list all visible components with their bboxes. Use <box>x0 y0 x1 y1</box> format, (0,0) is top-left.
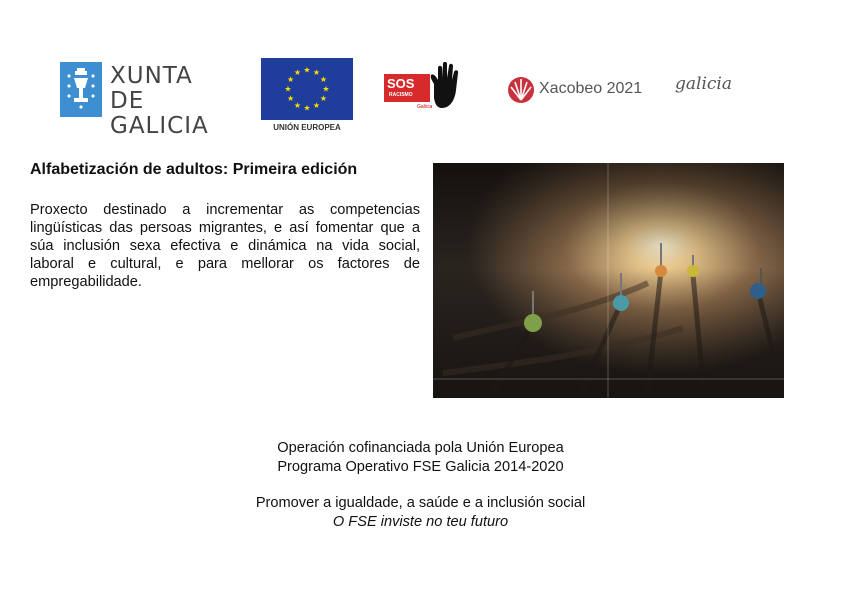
eu-star-icon: ★ <box>319 94 328 103</box>
xunta-wordmark <box>110 64 245 139</box>
eu-star-icon: ★ <box>319 75 328 84</box>
eu-star-icon: ★ <box>303 65 311 75</box>
eu-star-icon: ★ <box>312 68 321 78</box>
eu-star-icon: ★ <box>293 100 302 110</box>
xunta-de-galicia-logo <box>60 62 245 139</box>
eu-star-icon: ★ <box>284 84 292 94</box>
eu-star-icon: ★ <box>312 100 321 110</box>
eu-star-icon: ★ <box>286 75 295 84</box>
eu-star-icon: ★ <box>303 103 311 113</box>
sos-racismo-text: RACISMO <box>389 92 413 98</box>
hand-icon <box>428 62 460 110</box>
xacobeo-shell-icon <box>506 75 536 105</box>
description-paragraph: Proxecto destinado a incrementar as competencias lingüísticas das persoas migrantes, e así fomentar que a súa inclusión sexa efectiva e dinámica na vida social, laboral e cultural, e para mellorar os factores de empregabilidade. <box>30 202 420 290</box>
eu-star-icon: ★ <box>293 68 302 78</box>
eu-flag-icon <box>261 58 353 120</box>
footer-line-2: Programa Operativo FSE Galicia 2014-2020 <box>277 459 564 475</box>
eu-star-icon: ★ <box>322 84 330 94</box>
sos-box <box>384 74 430 102</box>
page-title: Alfabetización de adultos: Primeira edición <box>30 161 358 178</box>
eu-logo <box>261 58 353 138</box>
xunta-shield-icon <box>60 62 102 117</box>
footer-line-4: O FSE inviste no teu futuro <box>332 514 509 530</box>
footer <box>0 439 841 532</box>
eu-star-icon: ★ <box>286 94 295 103</box>
sos-text: SOS <box>387 76 415 91</box>
sos-galicia-text: Galicia <box>417 104 433 110</box>
map-pins-photo <box>433 163 784 398</box>
xunta-line-1: XUNTA <box>110 63 193 89</box>
xacobeo-text: Xacobeo 2021 <box>539 80 643 97</box>
footer-line-3: Promover a igualdade, a saúde e a inclusión social <box>255 495 586 511</box>
xunta-line-2: DE GALICIA <box>110 88 209 139</box>
galicia-text: galicia <box>675 74 732 94</box>
eu-label: UNIÓN EUROPEA <box>273 123 341 132</box>
logo-bar <box>0 0 841 140</box>
sos-racismo-logo <box>384 62 464 112</box>
footer-line-1: Operación cofinanciada pola Unión Europea <box>277 440 564 456</box>
galicia-logo <box>665 72 740 98</box>
xacobeo-logo <box>506 75 651 105</box>
